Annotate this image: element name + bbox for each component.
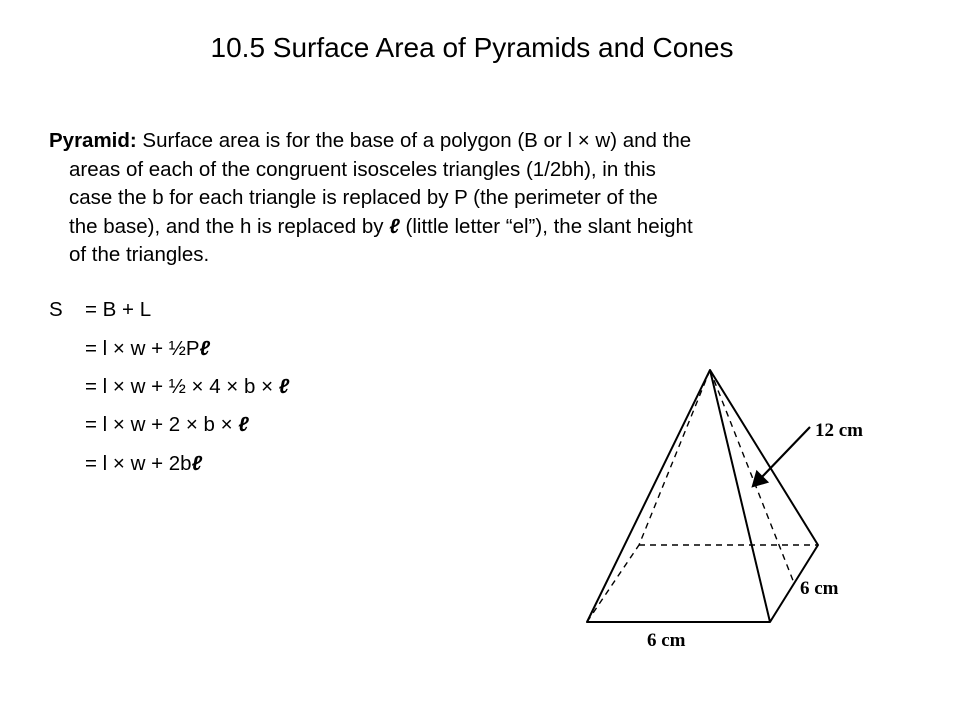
equation-line-5 [49, 452, 202, 476]
equation-line-3 [49, 375, 289, 399]
equation-line-2 [49, 337, 210, 361]
pyramid-term: Pyramid: [49, 129, 137, 152]
explanation-text-4b: (little letter “el”), the slant height [399, 214, 693, 238]
ell-symbol: ℓ [389, 214, 400, 238]
explanation-text-4a: the base), and the h is replaced by [69, 214, 390, 238]
equation-rhs: = B + L [85, 298, 152, 321]
ell-symbol: ℓ [238, 413, 249, 436]
slant-height-line [710, 370, 794, 583]
equation-lhs: S [49, 298, 63, 321]
equation-rhs: = l × w + ½P [85, 337, 200, 360]
hidden-lateral-edge [639, 370, 710, 545]
equation-line-1 [49, 298, 151, 322]
explanation-line-2: areas of each of the congruent isosceles triangles (1/2bh), in this [69, 157, 656, 181]
pyramid-diagram [575, 360, 915, 660]
equation-rhs: = l × w + ½ × 4 × b × [85, 375, 279, 398]
equation-rhs: = l × w + 2 × b × [85, 413, 239, 436]
explanation-text-1: Surface area is for the base of a polygon (B or l × w) and the [136, 129, 692, 152]
hidden-base-edge-left [587, 545, 639, 622]
pyramid-outline [587, 370, 818, 622]
equation-line-4 [49, 413, 249, 437]
front-edge [710, 370, 770, 622]
ell-symbol: ℓ [199, 337, 211, 360]
pyramid-explanation [49, 127, 899, 270]
slant-arrow [760, 427, 810, 479]
base-length-label: 6 cm [647, 630, 686, 651]
side-length-label: 6 cm [800, 578, 839, 599]
explanation-line-5: of the triangles. [69, 243, 210, 267]
ell-symbol: ℓ [191, 452, 203, 475]
pyramid-figure [575, 360, 915, 660]
explanation-line-3: case the b for each triangle is replaced by P (the perimeter of the [69, 186, 658, 210]
ell-symbol: ℓ [278, 375, 290, 398]
slide-title: 10.5 Surface Area of Pyramids and Cones [210, 32, 734, 63]
slant-height-label: 12 cm [815, 420, 864, 441]
explanation-line-4 [49, 213, 899, 242]
equation-rhs: = l × w + 2b [85, 452, 192, 475]
explanation-line-1 [49, 127, 899, 156]
